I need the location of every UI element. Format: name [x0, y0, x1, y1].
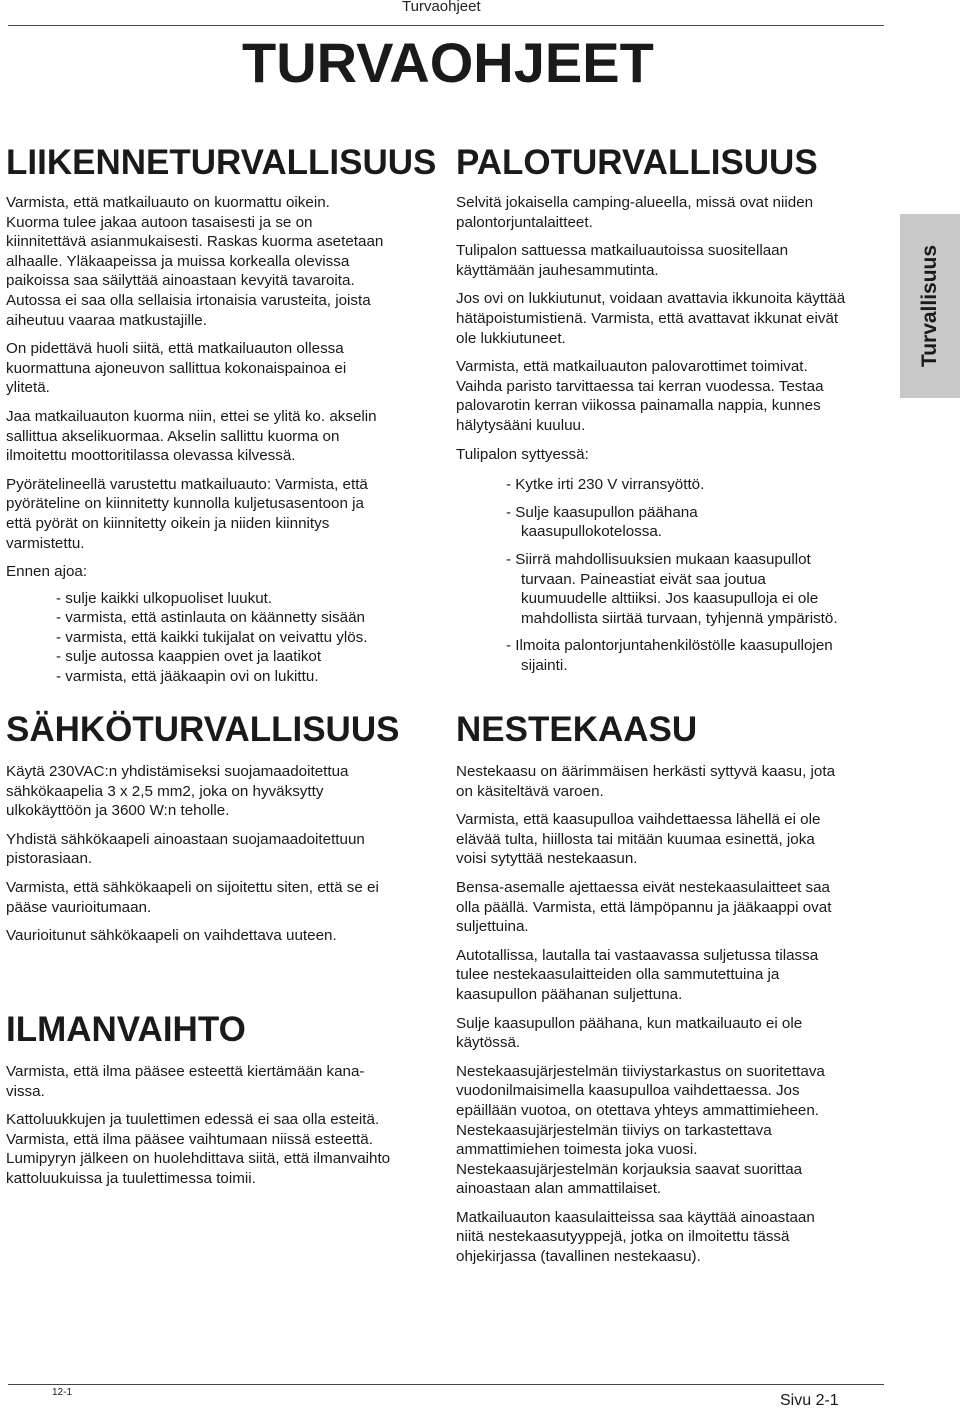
text-line: Selvitä jokaisella camping-alueella, missä ovat niiden [456, 194, 814, 211]
text-line: Nestekaasu on äärimmäisen herkästi syttyvä kaasu, jota [456, 763, 836, 780]
text-line: on käsiteltävä varoen. [456, 782, 604, 800]
text-line: Varmista, että matkailuauton palovarottimet toimivat. [456, 358, 808, 376]
text-line: On pidettävä huoli siitä, että matkailuauton ollessa [6, 340, 344, 358]
list-item: - varmista, että jääkaapin ovi on lukittu. [56, 668, 319, 686]
list-item-continuation: kaasupullokotelossa. [521, 523, 662, 541]
text-line: Kattoluukkujen ja tuulettimen edessä ei saa olla esteitä. [6, 1111, 380, 1129]
text-line: käytössä. [456, 1034, 521, 1052]
paragraph [456, 1014, 876, 1053]
text-line: palontorjuntalaitteet. [456, 213, 593, 231]
text-line: Nestekaasujärjestelmän tiiviys on tarkastettava [456, 1121, 772, 1139]
text-line: ammattimiehen toimesta joka vuosi. [456, 1141, 698, 1159]
section-liikenne [6, 143, 437, 687]
section-nestekaasu [456, 710, 876, 1276]
text-line: Varmista, että kaasupulloa vaihdettaessa lähellä ei ole [456, 811, 821, 829]
list-item-continuation: sijainti. [521, 656, 568, 674]
text-line: Vaihda paristo tarvittaessa tai kerran vuodessa. Testaa [456, 377, 824, 395]
paragraph [456, 1208, 876, 1267]
list-item: - sulje autossa kaappien ovet ja laatikot [56, 648, 322, 666]
text-line: kiinnitettävä asianmukaisesti. Raskas kuorma asetetaan [6, 233, 384, 251]
list-item-text: - Kytke irti 230 V virransyöttö. [506, 476, 705, 494]
text-line: tulee nestekaasulaitteiden olla sammutettuina ja [456, 966, 780, 984]
text-line: aiheutuu vaaraa matkustajille. [6, 311, 207, 329]
paragraph [6, 878, 426, 917]
text-line: suljettuina. [456, 918, 529, 936]
text-line: Varmista, että sähkökaapeli on sijoitettu siten, että se ei [6, 878, 379, 896]
header-rule [8, 25, 884, 26]
text-line: ylitetä. [6, 379, 50, 397]
paragraph [6, 926, 426, 946]
text-line: paikoissa saa säilyttää ainoastaan kevyitä tavaroita. [6, 272, 355, 290]
paragraph [456, 357, 876, 435]
text-line: kattoluukuissa ja tuulettimessa toimii. [6, 1169, 256, 1187]
text-line: kuormattuna ajoneuvon sallittua kokonaispainoa ei [6, 359, 347, 377]
paragraph: Ennen ajoa: [6, 563, 88, 581]
fire-steps [456, 475, 876, 675]
text-line: ohjekirjassa (tavallinen nestekaasu). [456, 1248, 701, 1266]
running-header: Turvaohjeet [402, 0, 481, 15]
text-line: Varmista, että ilma pääsee vaihtumaan niissä esteettä. [6, 1130, 373, 1148]
text-line: sallittua akselikuormaa. Akselin sallittu kuorma on [6, 427, 340, 445]
text-line: Nestekaasujärjestelmän tiiviystarkastus on suoritettava [456, 1062, 825, 1080]
paragraph [456, 946, 876, 1005]
list-item [456, 475, 876, 495]
text-line: ainoastaan alan ammattilaiset. [456, 1180, 662, 1198]
section-ilmanvaihto [6, 1010, 426, 1198]
text-line: ilmoitettu moottoritilassa olevassa kilvessä. [6, 447, 296, 465]
list-item [456, 636, 876, 675]
text-line: Varmista, että matkailuauto on kuormattu oikein. [6, 194, 330, 211]
text-line: Varmista, että ilma pääsee esteettä kiertämään kana- [6, 1063, 365, 1080]
text-line: ole lukkiutuneet. [456, 329, 566, 347]
text-line: Käytä 230VAC:n yhdistämiseksi suojamaadoitettua [6, 763, 349, 780]
section-heading: SÄHKÖTURVALLISUUS [6, 710, 400, 749]
section-palo [456, 143, 876, 683]
text-line: sähkökaapelia 3 x 2,5 mm2, joka on hyväksytty [6, 782, 324, 800]
text-line: Vaurioitunut sähkökaapeli on vaihdettava uuteen. [6, 927, 337, 945]
list-item: - varmista, että kaikki tukijalat on veivattu ylös. [56, 628, 368, 646]
text-line: Jaa matkailuauton kuorma niin, ettei se ylitä ko. akselin [6, 407, 377, 425]
list-item-text: - Siirrä mahdollisuuksien mukaan kaasupullot [506, 550, 811, 568]
paragraph [6, 193, 426, 330]
paragraph [6, 1110, 426, 1188]
paragraph [456, 810, 876, 869]
text-line: elävää tulta, hiillosta tai mitään kuumaa esinettä, joka [456, 830, 815, 848]
section-heading: LIIKENNETURVALLISUUS [6, 143, 437, 182]
text-line: alhaalle. Yläkaapeissa ja muissa korkealla olevissa [6, 252, 350, 270]
text-line: pistorasiaan. [6, 850, 93, 868]
text-line: että pyörät on kiinnitetty oikein ja niiden kiinnitys [6, 514, 330, 532]
section-heading: NESTEKAASU [456, 710, 698, 749]
text-line: Bensa-asemalle ajettaessa eivät nestekaasulaitteet saa [456, 878, 831, 896]
text-line: Kuorma tulee jakaa autoon tasaisesti ja se on [6, 213, 313, 231]
list-item-continuation: kuumuudelle alttiiksi. Jos kaasupulloja ei ole [521, 590, 819, 608]
footer-rule [8, 1384, 884, 1385]
text-line: olla päällä. Varmista, että lämpöpannu ja jääkaappi ovat [456, 898, 832, 916]
page-number: Sivu 2-1 [780, 1392, 839, 1409]
section-heading: PALOTURVALLISUUS [456, 143, 818, 182]
text-line: Pyörätelineellä varustettu matkailuauto: Varmista, että [6, 475, 368, 493]
text-line: Sulje kaasupullon päähana, kun matkailuauto ei ole [456, 1014, 803, 1032]
text-line: Matkailuauton kaasulaitteissa saa käyttää ainoastaan [456, 1208, 815, 1226]
list-item-continuation: turvaan. Paineastiat eivät saa joutua [521, 570, 766, 588]
paragraph: Tulipalon syttyessä: [456, 445, 589, 463]
text-line: varmistettu. [6, 534, 85, 552]
paragraph [456, 878, 876, 937]
text-line: Nestekaasujärjestelmän korjauksia saavat suorittaa [456, 1160, 803, 1178]
side-tab-label: Turvallisuus [918, 244, 941, 368]
paragraph [6, 407, 426, 466]
text-line: vuodonilmaisimella kaasupulloa vaihdettaessa. Jos [456, 1082, 800, 1100]
paragraph [6, 475, 426, 553]
paragraph [456, 762, 876, 801]
list-item [456, 550, 876, 628]
text-line: pääse vaurioitumaan. [6, 898, 152, 916]
paragraph [6, 762, 426, 821]
footer-code: 12-1 [52, 1387, 73, 1398]
paragraph [6, 830, 426, 869]
list-item: - sulje kaikki ulkopuoliset luukut. [56, 589, 273, 607]
text-line: niitä nestekaasutyyppejä, jotka on ilmoitettu tässä [456, 1228, 790, 1246]
list-item-text: - Sulje kaasupullon päähana [506, 503, 698, 521]
paragraph [456, 1062, 876, 1199]
text-line: Autossa ei saa olla sellaisia irtonaisia varusteita, joista [6, 291, 371, 309]
section-sahko [6, 710, 426, 955]
text-line: pyöräteline on kiinnitetty kunnolla kuljetusasentoon ja [6, 495, 364, 513]
text-line: Tulipalon sattuessa matkailuautoissa suositellaan [456, 242, 789, 260]
list-item-continuation: mahdollista siirtää turvaan, tyhjennä ympäristö. [521, 609, 838, 627]
text-line: ulkokäyttöön ja 3600 W:n teholle. [6, 802, 230, 820]
text-line: kaasupullon päähanan suljettuna. [456, 985, 683, 1003]
side-tab [900, 214, 960, 398]
text-line: käyttämään jauhesammutinta. [456, 261, 659, 279]
text-line: voisi sytyttää nestekaasun. [456, 850, 638, 868]
text-line: Lumipyryn jälkeen on huolehdittava siitä, että ilmanvaihto [6, 1150, 391, 1168]
paragraph [456, 241, 876, 280]
paragraph [6, 1062, 426, 1101]
text-line: Jos ovi on lukkiutunut, voidaan avattavia ikkunoita käyttää [456, 290, 846, 308]
checklist [6, 589, 426, 687]
text-line: Yhdistä sähkökaapeli ainoastaan suojamaadoitettuun [6, 830, 365, 848]
text-line: palovarotin kerran viikossa painamalla nappia, kunnes [456, 397, 821, 415]
paragraph [456, 193, 876, 232]
text-line: epäillään vuotoa, on otettava yhteys ammattimieheen. [456, 1101, 820, 1119]
text-line: vissa. [6, 1082, 45, 1100]
list-item-text: - Ilmoita palontorjuntahenkilöstölle kaasupullojen [506, 637, 833, 655]
section-heading: ILMANVAIHTO [6, 1010, 246, 1049]
list-item [456, 503, 876, 542]
list-item: - varmista, että astinlauta on käännetty sisään [56, 609, 365, 627]
text-line: hätäpoistumistienä. Varmista, että avattavat ikkunat eivät [456, 309, 839, 327]
paragraph [456, 289, 876, 348]
text-line: Autotallissa, lautalla tai vastaavassa suljetussa tilassa [456, 946, 819, 964]
page-title: TURVAOHJEET [242, 31, 654, 94]
text-line: hälytysääni kuuluu. [456, 416, 586, 434]
paragraph [6, 339, 426, 398]
